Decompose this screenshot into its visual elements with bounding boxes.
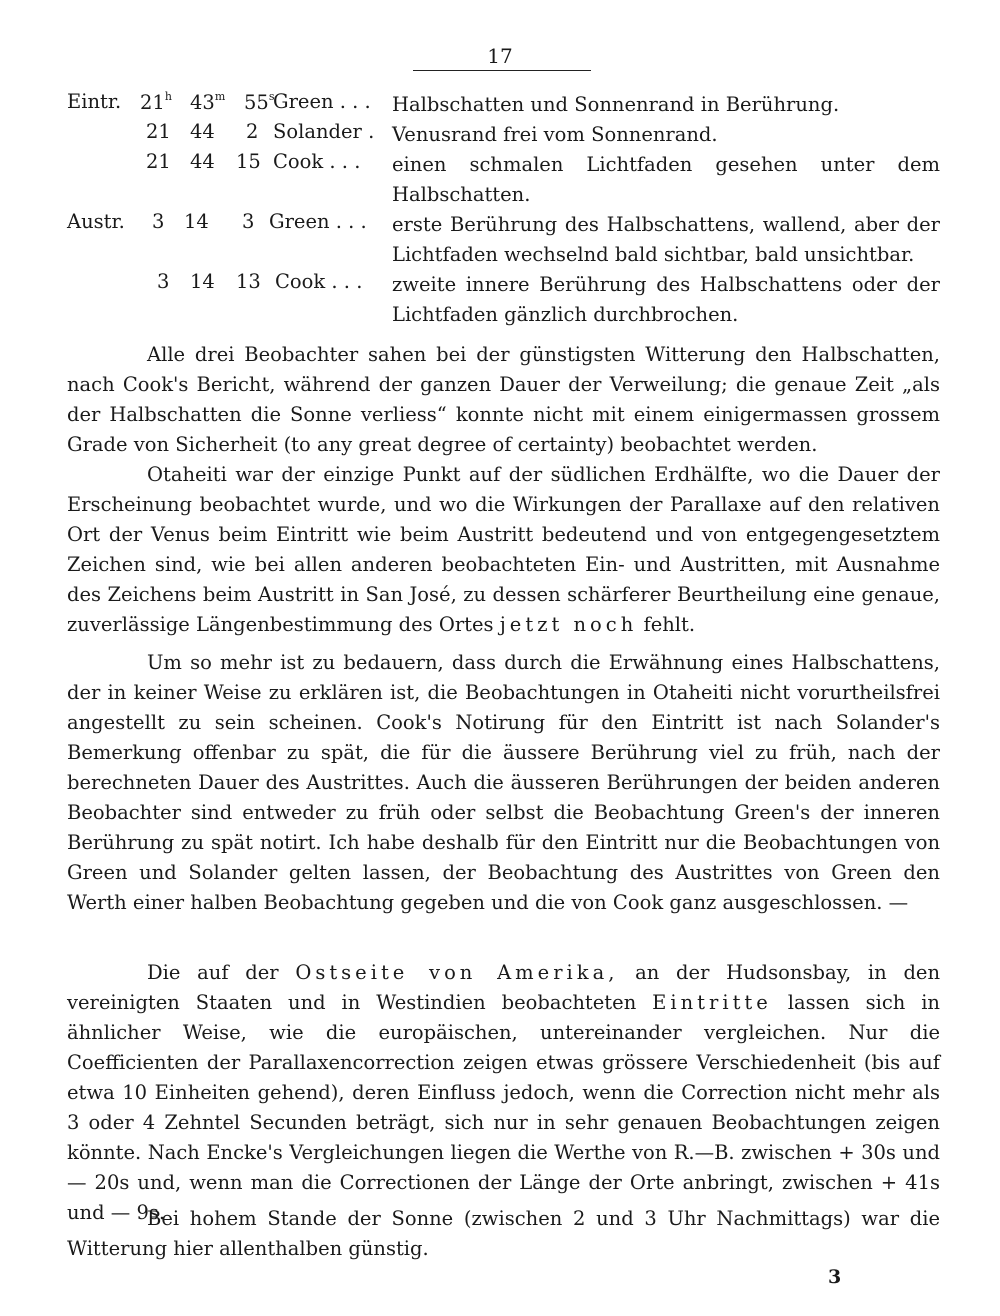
observation-description: Venusrand frei vom Sonnenrand. — [392, 123, 718, 146]
paragraph: Um so mehr ist zu bedauern, dass durch die Erwähnung eines Halbschattens, der in keiner Weise zu erklären ist, die Beobachtungen in Otaheiti nicht vorurtheilsfrei angestellt zu sein scheinen. Cook's Notirung für den Eintritt ist nach Solander's Bemerkung offenbar zu spät, die für die äussere Berührung viel zu früh, nach der berechneten Dauer des Austrittes. Auch die äusseren Berührungen der beiden anderen Beobachter sind entweder zu früh oder selbst die Beobachtung Green's der inneren Berührung zu spät notirt. Ich habe deshalb für den Eintritt nur die Beobachtungen von Green und Solander gelten lassen, der Beobachtung des Austrittes von Green den Werth einer halben Beobachtung gegeben und die von Cook ganz ausgeschlossen. — — [67, 651, 940, 914]
seconds-value: 13 — [236, 270, 261, 293]
seconds-unit: s — [268, 90, 275, 103]
body-text — [67, 340, 940, 640]
observer: Green . . . — [269, 210, 367, 233]
minutes-unit: m — [214, 90, 226, 103]
signature-mark: 3 — [828, 1266, 842, 1288]
observer: Cook . . . — [273, 150, 361, 173]
paragraph-text: Otaheiti war der einzige Punkt auf der südlichen Erdhälfte, wo die Dauer der Erscheinung beobachtet wurde, und wo die Wirkungen der Parallaxe auf den relativen Ort der Venus beim Eintritt wie beim Austritt bedeutend und von entgegengesetztem Zeichen sind, wie bei allen anderen beobachteten Ein- und Austritten, mit Ausnahme des Zeichens beim Austritt in San José, zu dessen schärferer Beurtheilung eine genaue, zuverlässige Längenbestimmung des Ortes — [67, 463, 940, 636]
observation-row — [0, 150, 1000, 206]
seconds — [244, 90, 274, 114]
paragraph: Alle drei Beobachter sahen bei der günstigsten Witterung den Halbschatten, nach Cook's Bericht, während der ganzen Dauer der Verweilung; die genaue Zeit „als der Halbschatten die Sonne verliess“ konnte nicht mit einem einigermassen grossem Grade von Sicherheit (to any great degree of certainty) beobachtet werden. — [67, 343, 940, 456]
minutes-value: 44 — [190, 150, 215, 173]
hours-value: 21 — [146, 150, 171, 173]
paragraph — [67, 460, 940, 640]
paragraph-text: lassen sich in ähnlicher Weise, wie die europäischen, untereinander vergleichen. Nur die Coefficienten der Parallaxencorrection zeigen etwas grössere Verschiedenheit (bis auf etwa 10 Einheiten gehend), deren Einfluss jedoch, wenn die Correction nicht mehr als 3 oder 4 Zehntel Secunden beträgt, sich nur in sehr genauen Beobachtungen zeigen könnte. Nach Encke's Vergleichungen liegen die Werthe von R.—B. zwischen + 30s und — 20s und, wenn man die Correctionen der Länge der Orte anbringt, zwischen + 41s und — 9s. — [67, 991, 940, 1224]
row-label: Austr. — [67, 210, 125, 233]
observation-description: einen schmalen Lichtfaden gesehen unter dem Halbschatten. — [392, 153, 940, 206]
row-label: Eintr. — [67, 90, 122, 113]
observer: Green . . . — [273, 90, 371, 113]
emphasis-text: jetzt noch — [499, 613, 638, 636]
minutes-value: 43 — [190, 91, 215, 114]
hours-value: 3 — [157, 270, 170, 293]
minutes — [190, 90, 225, 114]
paragraph — [67, 958, 940, 1228]
observation-row — [0, 120, 1000, 150]
paragraph-text: an der Hudsonsbay, in den vereinigten Staaten und in Westindien beobachteten — [67, 961, 941, 1014]
seconds-value: 2 — [246, 120, 259, 143]
page-rule — [413, 70, 591, 71]
observation-description: zweite innere Berührung des Halbschattens oder der Lichtfaden gänzlich durchbrochen. — [392, 273, 940, 326]
observation-row — [0, 270, 1000, 326]
seconds-value: 55 — [244, 91, 269, 114]
observation-row — [0, 90, 1000, 120]
minutes-value: 44 — [190, 120, 215, 143]
hours-value: 21 — [140, 91, 165, 114]
seconds-value: 15 — [236, 150, 261, 173]
body-text — [67, 958, 940, 1228]
hours — [140, 90, 172, 114]
observation-description: Halbschatten und Sonnenrand in Berührung. — [392, 93, 840, 116]
hours-unit: h — [164, 90, 172, 103]
observer: Solander . — [273, 120, 375, 143]
paragraph-text: fehlt. — [643, 613, 696, 636]
minutes-value: 14 — [190, 270, 215, 293]
body-text — [67, 1204, 940, 1264]
observation-description: erste Berührung des Halbschattens, wallend, aber der Lichtfaden wechselnd bald sichtbar, bald unsichtbar. — [392, 213, 940, 266]
emphasis-text: Ostseite von Amerika, — [295, 961, 619, 984]
hours-value: 21 — [146, 120, 171, 143]
minutes-value: 14 — [184, 210, 209, 233]
emphasis-text: Eintritte — [652, 991, 772, 1014]
observer: Cook . . . — [275, 270, 363, 293]
hours-value: 3 — [152, 210, 165, 233]
page-number: 17 — [487, 44, 513, 68]
observation-row — [0, 210, 1000, 266]
seconds-value: 3 — [242, 210, 255, 233]
body-text — [67, 648, 940, 918]
paragraph: Bei hohem Stande der Sonne (zwischen 2 und 3 Uhr Nachmittags) war die Witterung hier allenthalben günstig. — [67, 1207, 940, 1260]
paragraph-text: Die auf der — [147, 961, 279, 984]
